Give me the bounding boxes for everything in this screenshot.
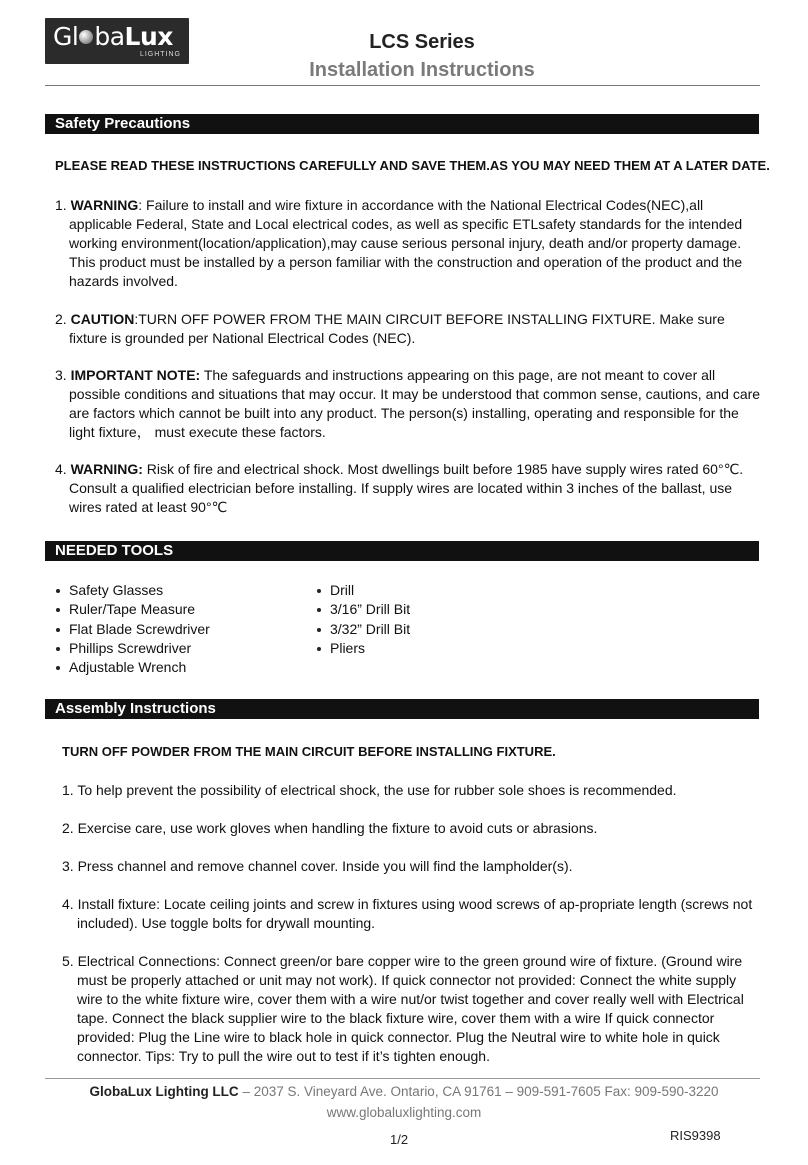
list-item: 3/32” Drill Bit [316, 620, 410, 639]
item-text: The safeguards and instructions appearing on this page, are not meant to cover all possible conditions and situations that may occur. It may be understood that common sense, cautions, and care are factors which cannot be built into any product. The person(s) installing, operating and responsible for the light fixture， must execute these factors. [69, 367, 761, 440]
company-address: – 2037 S. Vineyard Ave. Ontario, CA 91761 – 909-591-7605 Fax: 909-590-3220 [238, 1084, 719, 1099]
assembly-step-2: 2. Exercise care, use work gloves when handling the fixture to avoid cuts or abrasions. [62, 820, 598, 836]
list-item: Safety Glasses [55, 581, 210, 600]
logo-subtext: LIGHTING [139, 51, 181, 58]
section-heading-assembly: Assembly Instructions [45, 699, 759, 719]
footer-contact [0, 1084, 808, 1099]
item-label: WARNING: [70, 461, 143, 477]
assembly-step-3: 3. Press channel and remove channel cover. Inside you will find the lampholder(s). [62, 858, 573, 874]
document-subtitle: Installation Instructions [309, 59, 535, 81]
item-number: 4. [55, 461, 71, 477]
section-heading-safety: Safety Precautions [45, 114, 759, 134]
item-number: 2. [55, 311, 71, 327]
tools-list-right [316, 581, 410, 658]
assembly-intro: TURN OFF POWDER FROM THE MAIN CIRCUIT BEFORE INSTALLING FIXTURE. [62, 744, 556, 759]
logo-text-part: ba [94, 22, 125, 51]
assembly-step-5: 5. Electrical Connections: Connect green/or bare copper wire to the green ground wire of fixture. (Ground wire must be properly attached or unit may not work). If quick connector not provided: Connect the white supply wire to the white fixture wire, cover them with a wire nut/or twist together and cover really well with Electrical tape. Connect the black supplier wire to the black fixture wire, cover them with a wire If quick connector provided: Plug the Line wire to black hole in quick connector. Plug the Neutral wire to white hole in quick connector. Tips: Try to pull the wire out to test if it’s tighten enough. [62, 953, 744, 1064]
list-item: Flat Blade Screwdriver [55, 620, 210, 639]
globe-icon [79, 30, 93, 44]
list-item: Adjustable Wrench [55, 658, 210, 677]
list-item: Ruler/Tape Measure [55, 600, 210, 619]
footer-website[interactable]: www.globaluxlighting.com [326, 1105, 482, 1120]
document-title: LCS Series [369, 31, 475, 53]
company-logo [45, 18, 189, 64]
logo-text-part: Gl [53, 22, 79, 51]
list-item: 3/16” Drill Bit [316, 600, 410, 619]
safety-item-2 [55, 310, 765, 348]
logo-wordmark [53, 22, 173, 51]
item-text: :TURN OFF POWER FROM THE MAIN CIRCUIT BEFORE INSTALLING FIXTURE. Make sure fixture is grounded per National Electrical Codes (NEC). [69, 311, 725, 346]
item-label: CAUTION [70, 311, 135, 327]
logo-text-bold: Lux [124, 22, 173, 51]
safety-item-4 [55, 460, 765, 517]
page-number: 1/2 [390, 1132, 409, 1147]
list-item: Drill [316, 581, 410, 600]
list-item: Phillips Screwdriver [55, 639, 210, 658]
item-text: Risk of fire and electrical shock. Most dwellings built before 1985 have supply wires rated 60°℃. Consult a qualified electrician before installing. If supply wires are located within 3 inches of the ballast, use wires rated at least 90°℃ [69, 461, 744, 515]
item-number: 3. [55, 367, 71, 383]
item-text: : Failure to install and wire fixture in accordance with the National Electrical Codes(NEC),all applicable Federal, State and Local electrical codes, as well as specific ETLsafety standards for the intended working environment(location/application),may cause serious personal injury, death and/or property damage. This product must be installed by a person familiar with the construction and operation of the product and the hazards involved. [69, 197, 743, 289]
safety-item-3 [55, 366, 765, 442]
assembly-step-1: 1. To help prevent the possibility of electrical shock, the use for rubber sole shoes is recommended. [62, 782, 677, 798]
item-label: WARNING [70, 197, 139, 213]
item-number: 1. [55, 197, 71, 213]
safety-intro: PLEASE READ THESE INSTRUCTIONS CAREFULLY AND SAVE THEM.AS YOU MAY NEED THEM AT A LATER DATE. [55, 158, 770, 173]
footer-divider [45, 1078, 760, 1079]
header-divider [45, 85, 760, 86]
list-item: Pliers [316, 639, 410, 658]
company-name: GlobaLux Lighting LLC [89, 1084, 239, 1099]
tools-list-left [55, 581, 210, 677]
item-label: IMPORTANT NOTE: [70, 367, 201, 383]
document-code: RIS9398 [670, 1128, 721, 1143]
section-heading-tools: NEEDED TOOLS [45, 541, 759, 561]
assembly-step-4: 4. Install fixture: Locate ceiling joints and screw in fixtures using wood screws of ap-propriate length (screws not included). Use toggle bolts for drywall mounting. [62, 896, 753, 931]
safety-item-1 [55, 196, 765, 291]
